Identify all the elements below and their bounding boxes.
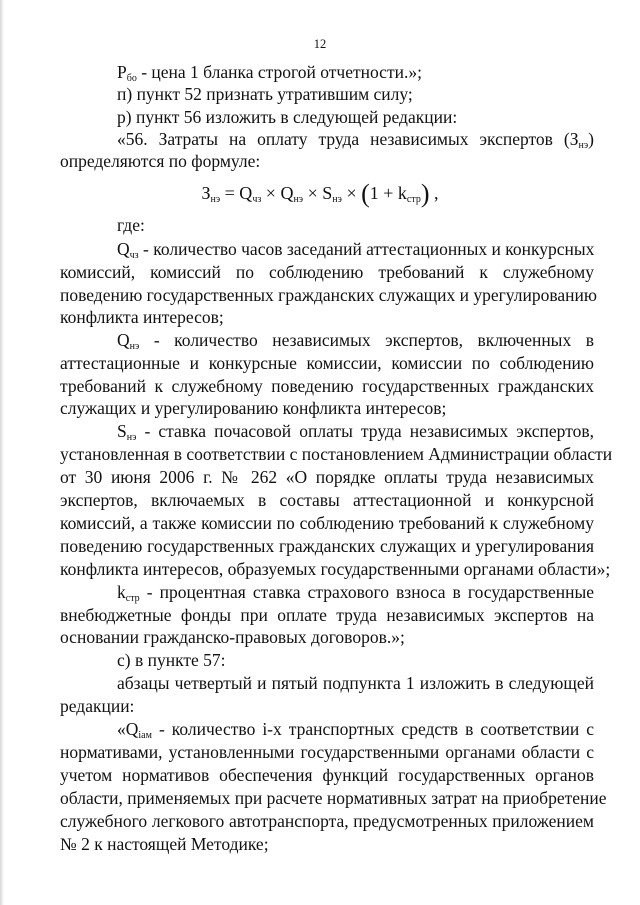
text-run: - количество независимых экспертов, включенных в xyxy=(139,330,594,350)
text-line xyxy=(60,557,611,581)
text-run: от 30 июня 2006 г. № 262 «О порядке оплаты труда независимых xyxy=(60,467,594,487)
formula xyxy=(0,178,640,209)
text-line xyxy=(117,717,594,741)
text-run: k xyxy=(117,582,126,602)
text-run: п) пункт 52 признать утратившим силу; xyxy=(117,84,413,104)
text-run: × S xyxy=(303,183,333,203)
text-line xyxy=(60,374,594,398)
text-line xyxy=(60,488,594,512)
text-run: экспертов, включаемых в составы аттестационной и конкурсной xyxy=(60,490,594,510)
text-line xyxy=(60,740,594,764)
subscript: нэ xyxy=(210,194,221,205)
text-line xyxy=(60,260,594,284)
text-line xyxy=(117,60,422,84)
text-run: 1 + k xyxy=(369,183,407,203)
text-line xyxy=(117,237,594,261)
text-line xyxy=(117,127,594,151)
subscript: нэ xyxy=(332,194,342,205)
text-line xyxy=(60,786,607,810)
page-number: 12 xyxy=(313,37,327,51)
text-run: учетом нормативов обеспечения функций государственных органов xyxy=(60,765,594,785)
text-run: области, применяемых при расчете нормативных затрат на приобретение xyxy=(60,788,607,808)
text-line xyxy=(60,396,446,420)
text-line xyxy=(60,442,613,466)
text-line xyxy=(60,763,594,787)
text-run: × Q xyxy=(261,183,294,203)
subscript: iам xyxy=(138,730,152,741)
text-run: основании гражданско-правовых договоров.»; xyxy=(60,627,405,647)
text-line xyxy=(60,305,224,329)
text-line xyxy=(117,213,145,237)
text-line xyxy=(60,625,405,649)
text-run: - ставка почасовой оплаты труда независимых экспертов, xyxy=(136,421,594,441)
text-run: конфликта интересов; xyxy=(60,307,224,327)
subscript: бо xyxy=(126,73,137,84)
text-run: поведению государственных гражданских служащих и урегулированию xyxy=(60,285,597,305)
text-line xyxy=(60,694,134,718)
text-run: установленная в соответствии с постановлением Администрации области xyxy=(60,444,613,464)
text-line xyxy=(60,351,594,375)
text-line xyxy=(117,648,226,672)
text-run: - процентная ставка страхового взноса в государственные xyxy=(139,582,594,602)
text-run: № 2 к настоящей Методике; xyxy=(60,834,269,854)
text-line xyxy=(60,465,594,489)
text-run: абзацы четвертый и пятый подпункта 1 изложить в следующей xyxy=(117,673,594,693)
text-run: - количество i-х транспортных средств в соответствии с xyxy=(151,719,594,739)
text-line xyxy=(60,603,594,627)
text-line xyxy=(60,149,260,173)
text-run: Q xyxy=(117,239,130,259)
text-run: конфликта интересов, образуемых государственными органами области»; xyxy=(60,559,611,579)
text-line xyxy=(117,671,594,695)
scan-edge xyxy=(0,0,4,905)
text-run: «56. Затраты на оплату труда независимых экспертов (З xyxy=(117,129,579,149)
text-run: ) xyxy=(588,129,594,149)
text-run: = Q xyxy=(220,183,253,203)
subscript: нэ xyxy=(129,341,140,352)
text-run: поведению государственных гражданских служащих и урегулирования xyxy=(60,536,594,556)
subscript: чз xyxy=(252,194,262,205)
text-run: «Q xyxy=(117,719,139,739)
text-run: аттестационные и конкурсные комиссии, комиссии по соблюдению xyxy=(60,353,594,373)
subscript: нэ xyxy=(578,140,589,151)
text-run: требований к служебному поведению государственных гражданских xyxy=(60,376,594,396)
text-line xyxy=(60,511,594,535)
subscript: стр xyxy=(406,194,421,205)
text-run: служебного легкового автотранспорта, предусмотренных приложением xyxy=(60,811,594,831)
text-run: - цена 1 бланка строгой отчетности.»; xyxy=(136,62,422,82)
text-run: комиссий, а также комиссии по соблюдению требований к служебному xyxy=(60,513,594,533)
text-line xyxy=(117,419,594,443)
subscript: нэ xyxy=(293,194,304,205)
text-run: Q xyxy=(117,330,130,350)
text-run: р) пункт 56 изложить в следующей редакции: xyxy=(117,107,458,127)
text-line xyxy=(60,832,269,856)
text-run: - количество часов заседаний аттестационных и конкурсных xyxy=(138,239,595,259)
text-run: P xyxy=(117,62,127,82)
text-run: , xyxy=(429,183,439,203)
subscript: чз xyxy=(129,250,139,261)
text-run: определяются по формуле: xyxy=(60,151,261,171)
text-run: нормативами, установленными государственными органами области с xyxy=(60,742,594,762)
parenthesis: ) xyxy=(420,179,430,208)
subscript: стр xyxy=(125,593,140,604)
text-run: S xyxy=(117,421,127,441)
text-run: где: xyxy=(117,215,145,235)
text-run: с) в пункте 57: xyxy=(117,650,226,670)
text-line xyxy=(117,82,413,106)
text-run: × xyxy=(341,183,362,203)
text-line xyxy=(117,328,594,352)
text-line xyxy=(117,105,457,129)
text-line xyxy=(60,534,594,558)
text-line xyxy=(60,809,594,833)
text-run: комиссий, комиссий по соблюдению требований к служебному xyxy=(60,262,594,282)
subscript: нэ xyxy=(126,432,137,443)
text-run: З xyxy=(201,183,211,203)
text-line xyxy=(117,580,594,604)
text-run: редакции: xyxy=(60,696,135,716)
text-line xyxy=(60,283,597,307)
text-run: внебюджетные фонды при оплате труда независимых экспертов на xyxy=(60,605,594,625)
parenthesis: ( xyxy=(361,179,370,208)
text-run: служащих и урегулированию конфликта интересов; xyxy=(60,398,447,418)
